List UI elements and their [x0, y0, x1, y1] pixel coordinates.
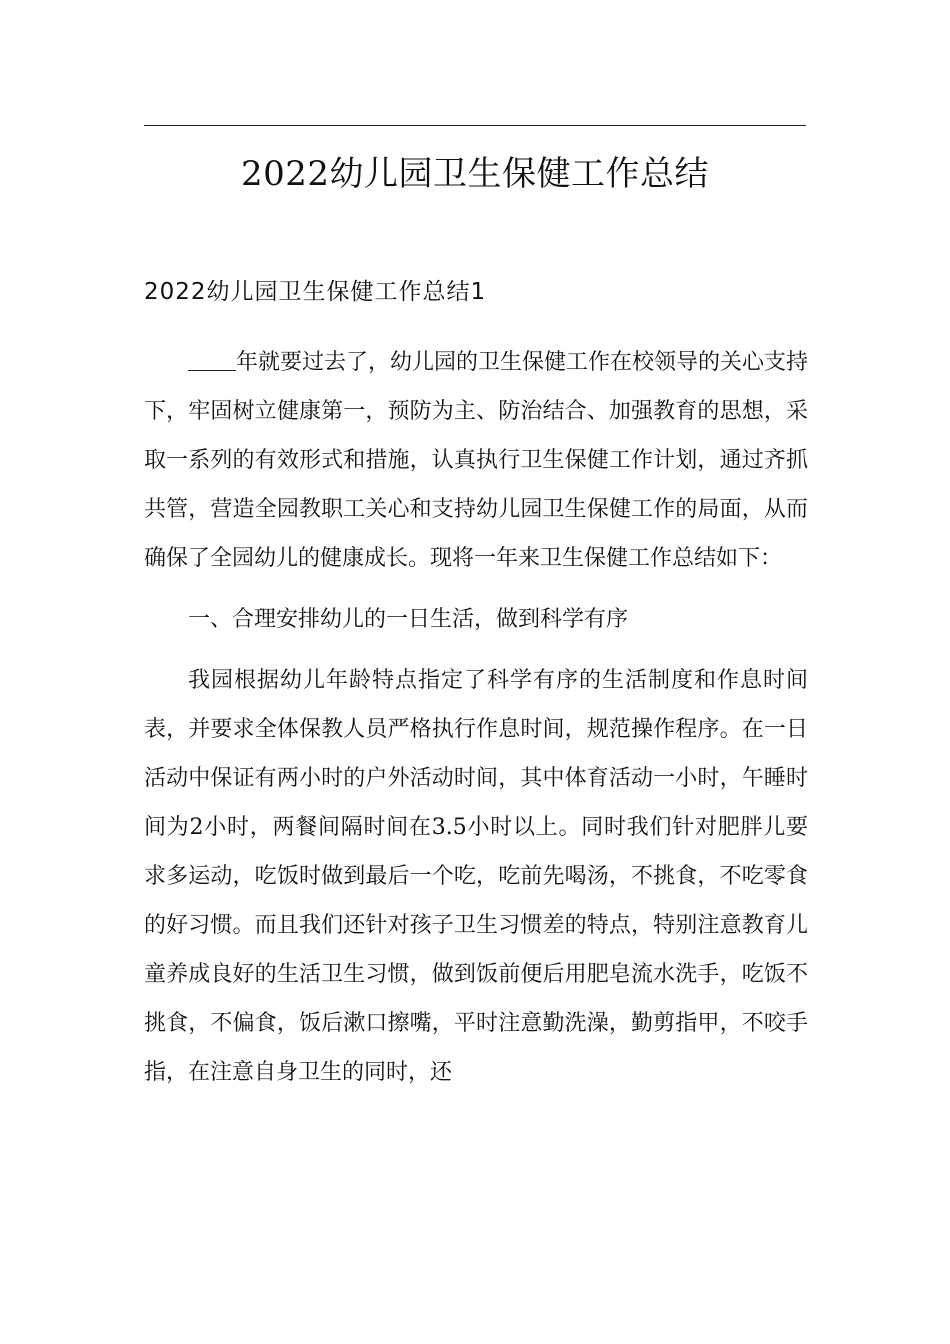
header-rule — [144, 125, 806, 126]
paragraph-intro — [144, 338, 808, 583]
blank-underline — [188, 348, 236, 371]
document-body — [144, 338, 808, 1097]
paragraph-intro-text: 年就要过去了，幼儿园的卫生保健工作在校领导的关心支持下，牢固树立健康第一，预防为主、防治结合、加强教育的思想，采取一系列的有效形式和措施，认真执行卫生保健工作计划，通过齐抓共管，营造全园教职工关心和支持幼儿园卫生保健工作的局面，从而确保了全园幼儿的健康成长。现将一年来卫生保健工作总结如下： — [144, 350, 809, 571]
paragraph-schedule: 我园根据幼儿年龄特点指定了科学有序的生活制度和作息时间表，并要求全体保教人员严格执行作息时间，规范操作程序。在一日活动中保证有两小时的户外活动时间，其中体育活动一小时，午睡时间为2小时，两餐间隔时间在3.5小时以上。同时我们针对肥胖儿要求多运动，吃饭时做到最后一个吃，吃前先喝汤，不挑食，不吃零食的好习惯。而且我们还针对孩子卫生习惯差的特点，特别注意教育儿童养成良好的生活卫生习惯，做到饭前便后用肥皂流水洗手，吃饭不挑食，不偏食，饭后漱口擦嘴，平时注意勤洗澡，勤剪指甲，不咬手指，在注意自身卫生的同时，还 — [144, 668, 808, 1085]
subheading-1: 一、合理安排幼儿的一日生活，做到科学有序 — [188, 607, 629, 632]
document-title: 2022幼儿园卫生保健工作总结 — [240, 154, 710, 194]
section-heading: 2022幼儿园卫生保健工作总结1 — [144, 279, 487, 305]
